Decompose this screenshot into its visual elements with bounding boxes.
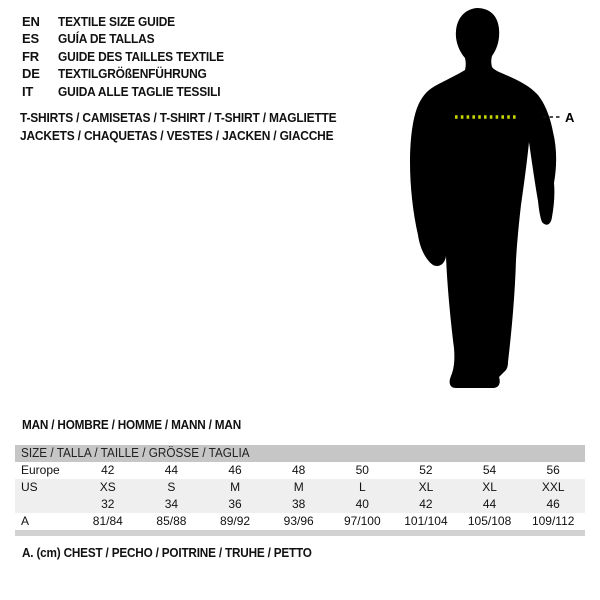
size-cell: 44: [164, 463, 179, 477]
section-title: MAN / HOMBRE / HOMME / MANN / MAN: [22, 418, 242, 432]
row-label: US: [21, 480, 38, 494]
size-cell: 42: [101, 463, 115, 477]
size-cell: 56: [546, 463, 560, 477]
size-cell: XL: [482, 480, 497, 494]
size-cell: XXL: [541, 480, 565, 494]
category-line-tshirts: T-SHIRTS / CAMISETAS / T-SHIRT / T-SHIRT / MAGLIETTE: [20, 110, 337, 125]
language-code: IT: [22, 83, 34, 99]
size-cell: M: [230, 480, 241, 494]
size-cell: 44: [482, 497, 497, 511]
size-cell: 93/96: [283, 514, 314, 528]
size-cell: 50: [355, 463, 369, 477]
language-label: GUIDE DES TAILLES TEXTILE: [58, 48, 224, 64]
language-code: DE: [22, 66, 40, 82]
size-cell: M: [293, 480, 304, 494]
man-silhouette: [410, 8, 556, 388]
table-row-chest-a: [15, 513, 585, 530]
size-cell: 46: [546, 497, 560, 511]
size-cell: L: [358, 480, 366, 494]
language-label: TEXTILGRÖßENFÜHRUNG: [58, 66, 207, 82]
language-label: GUÍA DE TALLAS: [58, 31, 155, 47]
size-cell: 46: [228, 463, 242, 477]
table-row-alt-sizes: [15, 496, 585, 513]
size-table: [15, 445, 585, 536]
language-code: EN: [22, 14, 40, 29]
size-cell: 85/88: [156, 514, 187, 528]
size-cell: 34: [164, 497, 179, 511]
size-cell: 105/108: [467, 514, 512, 528]
table-row-europe: [15, 462, 585, 479]
size-cell: 42: [419, 497, 433, 511]
size-cell: 101/104: [404, 514, 448, 528]
size-cell: 32: [101, 497, 115, 511]
size-cell: 81/84: [92, 514, 123, 528]
language-code: FR: [22, 48, 39, 64]
size-cell: 40: [355, 497, 369, 511]
language-label: TEXTILE SIZE GUIDE: [58, 14, 175, 29]
size-cell: S: [167, 480, 176, 494]
table-bottom-bar: [15, 530, 585, 536]
size-cell: XS: [99, 480, 116, 494]
table-row-us: [15, 479, 585, 496]
size-cell: 97/100: [343, 514, 381, 528]
measurement-footnote: A. (cm) CHEST / PECHO / POITRINE / TRUHE / PETTO: [22, 546, 312, 560]
size-cell: 48: [292, 463, 306, 477]
size-cell: 54: [482, 463, 497, 477]
row-label: A: [21, 514, 30, 528]
language-code: ES: [22, 31, 39, 47]
size-cell: XL: [418, 480, 434, 494]
size-cell: 36: [228, 497, 242, 511]
language-label: GUIDA ALLE TAGLIE TESSILI: [58, 83, 221, 99]
size-cell: 52: [419, 463, 433, 477]
table-header: [15, 445, 585, 462]
table-header-label: SIZE / TALLA / TAILLE / GRÖSSE / TAGLIA: [21, 446, 250, 460]
size-cell: 109/112: [531, 514, 575, 528]
size-cell: 89/92: [220, 514, 251, 528]
measure-label-a: A: [565, 110, 575, 125]
row-label: Europe: [21, 463, 60, 477]
size-cell: 38: [292, 497, 306, 511]
category-line-jackets: JACKETS / CHAQUETAS / VESTES / JACKEN / GIACCHE: [20, 127, 334, 143]
